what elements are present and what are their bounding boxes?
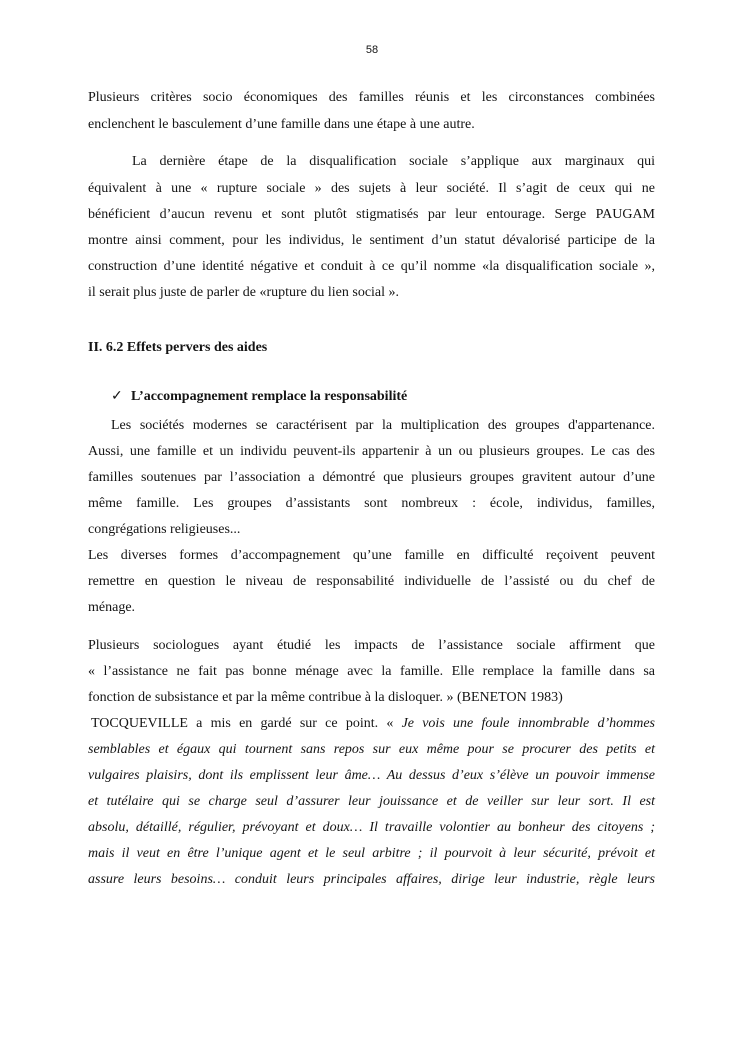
subheading: L’accompagnement remplace la responsabilité <box>131 389 408 404</box>
body-line: La dernière étape de la disqualification sociale s’applique aux marginaux qui <box>132 154 655 169</box>
section-heading: II. 6.2 Effets pervers des aides <box>88 340 268 355</box>
body-line: équivalent à une « rupture sociale » des sujets à leur société. Il s’agit de ceux qui ne <box>88 181 655 196</box>
quote-line: assure leurs besoins… conduit leurs principales affaires, dirige leur industrie, règle leurs <box>88 872 655 887</box>
body-line: Aussi, une famille et un individu peuvent-ils appartenir à un ou plusieurs groupes. Le cas des <box>88 444 655 459</box>
body-line: bénéficient d’aucun revenu et sont plutôt stigmatisés par leur entourage. Serge PAUGAM <box>88 207 655 222</box>
quote-line: absolu, détaillé, régulier, prévoyant et doux… Il travaille volontier au bonheur des citoyens ; <box>88 820 655 835</box>
body-line: Les sociétés modernes se caractérisent par la multiplication des groupes d'appartenance. <box>111 418 655 433</box>
body-line: familles soutenues par l’association a démontré que plusieurs groupes gravitent autour d’une <box>88 470 655 485</box>
body-line: enclenchent le basculement d’une famille dans une étape à une autre. <box>88 117 475 132</box>
quote-line: semblables et égaux qui tournent sans repos sur eux même pour se procurer des petits et <box>88 742 655 757</box>
quote-text: Je vois une foule innombrable d’hommes <box>401 716 655 731</box>
quote-intro: TOCQUEVILLE a mis en gardé sur ce point. « <box>91 716 402 731</box>
body-line: il serait plus juste de parler de «rupture du lien social ». <box>88 285 400 300</box>
body-line: congrégations religieuses... <box>88 522 241 537</box>
quote-line: et tutélaire qui se charge seul d’assurer leur jouissance et de veiller sur leur sort. Il est <box>88 794 655 809</box>
body-line: remettre en question le niveau de responsabilité individuelle de l’assisté ou du chef de <box>88 574 655 589</box>
body-line: « l’assistance ne fait pas bonne ménage avec la famille. Elle remplace la famille dans sa <box>88 664 655 679</box>
body-line: fonction de subsistance et par la même contribue à la disloquer. » (BENETON 1983) <box>88 690 563 705</box>
quote-line: vulgaires plaisirs, dont ils emplissent leur âme… Au dessus d’eux s’élève un pouvoir immense <box>88 768 655 783</box>
page-number: 58 <box>365 44 379 56</box>
body-line: construction d’une identité négative et conduit à ce qu’il nomme «la disqualification sociale », <box>88 259 655 274</box>
body-line: ménage. <box>88 600 136 615</box>
quote-line: mais il veut en être l’unique agent et le seul arbitre ; il pourvoit à leur sécurité, prévoit et <box>88 846 655 861</box>
checkmark-icon: ✓ <box>111 389 123 404</box>
body-line: montre ainsi comment, pour les individus, le sentiment d’un statut dévalorisé participe de la <box>88 233 655 248</box>
body-line: Plusieurs critères socio économiques des familles réunis et les circonstances combinées <box>88 90 655 105</box>
body-line <box>91 715 655 733</box>
body-line: Plusieurs sociologues ayant étudié les impacts de l’assistance sociale affirment que <box>88 638 655 653</box>
body-line: Les diverses formes d’accompagnement qu’une famille en difficulté reçoivent peuvent <box>88 548 655 563</box>
body-line: même famille. Les groupes d’assistants sont nombreux : école, individus, familles, <box>88 496 655 511</box>
